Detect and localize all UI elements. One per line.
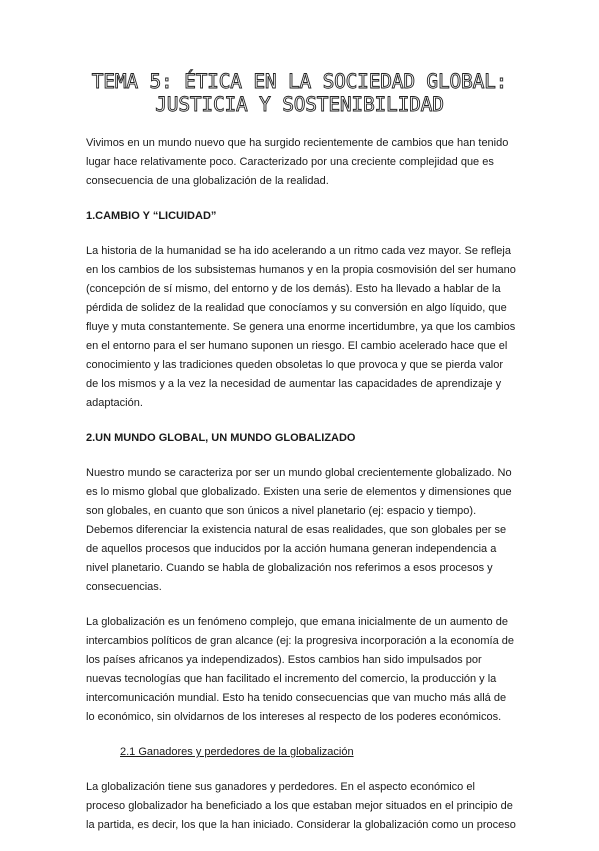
section-2-paragraph-2: La globalización es un fenómeno complejo, que emana inicialmente de un aumento de intercambios políticos de gran alcance (ej: la progresiva incorporación a la economía de los países africanos ya independizados). Estos cambios han sido impulsados por nuevas tecnologías que han facilitado el incremento del comercio, la producción y la intercomunicación mundial. Esto ha tenido consecuencias que van mucho más allá de lo económico, sin olvidarnos de los intereses al respecto de los poderes económicos. [86,616,515,723]
document-title [60,70,539,116]
subsection-2-1-heading: 2.1 Ganadores y perdedores de la globalización [120,746,354,758]
section-2-paragraph-3: La globalización tiene sus ganadores y perdedores. En el aspecto económico el proceso globalizador ha beneficiado a los que estaban mejor situados en el principio de la partida, es decir, los que la han iniciado. Considerar la globalización como un proceso [86,781,516,831]
title-line-1: TEMA 5: ÉTICA EN LA SOCIEDAD GLOBAL: [91,70,508,93]
section-2-heading: 2.UN MUNDO GLOBAL, UN MUNDO GLOBALIZADO [86,432,356,444]
section-1-paragraph: La historia de la humanidad se ha ido acelerando a un ritmo cada vez mayor. Se refleja en los cambios de los subsistemas humanos y en la propia cosmovisión del ser humano (concepción de sí mismo, del entorno y de los demás). Esto ha llevado a hablar de la pérdida de solidez de la realidad que conocíamos y su conversión en algo líquido, que fluye y muta constantemente. Se genera una enorme incertidumbre, ya que los cambios en el entorno para el ser humano suponen un riesgo. El cambio acelerado hace que el conocimiento y las tradiciones queden obsoletas lo que provoca y que se pierda valor de los mismos y a la vez la necesidad de aumentar las capacidades de aprendizaje y adaptación. [86,245,516,409]
section-1-heading: 1.CAMBIO Y “LICUIDAD” [86,210,217,222]
intro-paragraph: Vivimos en un mundo nuevo que ha surgido recientemente de cambios que han tenido lugar hace relativamente poco. Caracterizado por una creciente complejidad que es consecuencia de una globalización de la realidad. [86,137,509,187]
title-line-2: JUSTICIA Y SOSTENIBILIDAD [155,93,444,116]
document-body [86,134,516,851]
section-2-paragraph-1: Nuestro mundo se caracteriza por ser un mundo global crecientemente globalizado. No es lo mismo global que globalizado. Existen una serie de elementos y dimensiones que son globales, en cuanto que son únicos a nivel planetario (ej: espacio y tiempo). Debemos diferenciar la existencia natural de esas realidades, que son globales per se de aquellos procesos que inducidos por la acción humana generan independencia a nivel planetario. Cuando se habla de globalización nos referimos a esos procesos y consecuencias. [86,467,512,593]
